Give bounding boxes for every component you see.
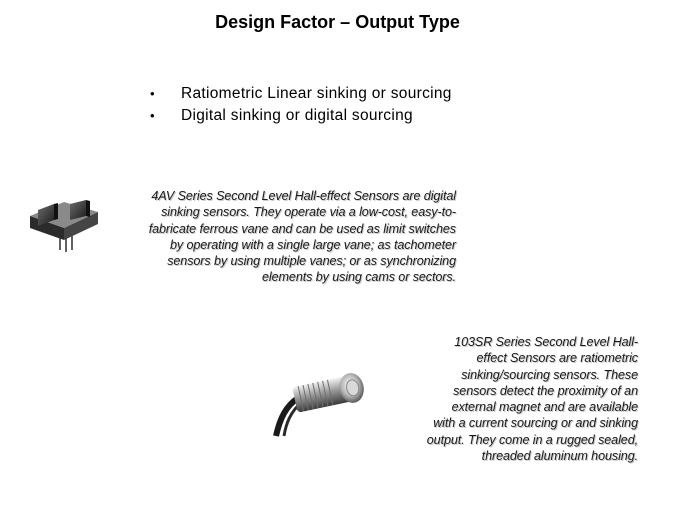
bullet-list (150, 84, 452, 128)
103sr-sensor-caption (372, 334, 638, 464)
bullet-dot: • (150, 86, 155, 101)
4av-sensor-image (24, 190, 102, 254)
caption-line: output. They come in a rugged sealed, (426, 432, 638, 447)
slide-title: Design Factor – Output Type (215, 12, 460, 32)
caption-line: threaded aluminum housing. (481, 449, 638, 464)
4av-sensor-caption (92, 188, 456, 286)
caption-line: sensors detect the proximity of an (453, 383, 638, 398)
103sr-sensor-image (268, 362, 372, 438)
bullet-item (150, 106, 452, 128)
caption-line: by operating with a single large vane; as tachometer (169, 237, 456, 252)
bullet-dot: • (150, 108, 155, 123)
caption-line: effect Sensors are ratiometric (476, 351, 638, 366)
caption-line: elements by using cams or sectors. (262, 270, 456, 285)
caption-line: sinking/sourcing sensors. These (461, 367, 638, 382)
caption-line: 103SR Series Second Level Hall- (454, 335, 638, 349)
bullet-text: Ratiometric Linear sinking or sourcing (181, 85, 452, 102)
caption-line: sensors by using multiple vanes; or as synchronizing (167, 254, 456, 269)
caption-line: external magnet and are available (451, 400, 638, 415)
caption-line: 4AV Series Second Level Hall-effect Sensors are digital (151, 189, 456, 203)
bullet-item (150, 84, 452, 106)
caption-line: sinking sensors. They operate via a low-cost, easy-to- (161, 205, 456, 220)
bullet-text: Digital sinking or digital sourcing (181, 107, 413, 124)
caption-line: with a current sourcing or and sinking (433, 416, 638, 431)
caption-line: fabricate ferrous vane and can be used as limit switches (148, 221, 456, 236)
